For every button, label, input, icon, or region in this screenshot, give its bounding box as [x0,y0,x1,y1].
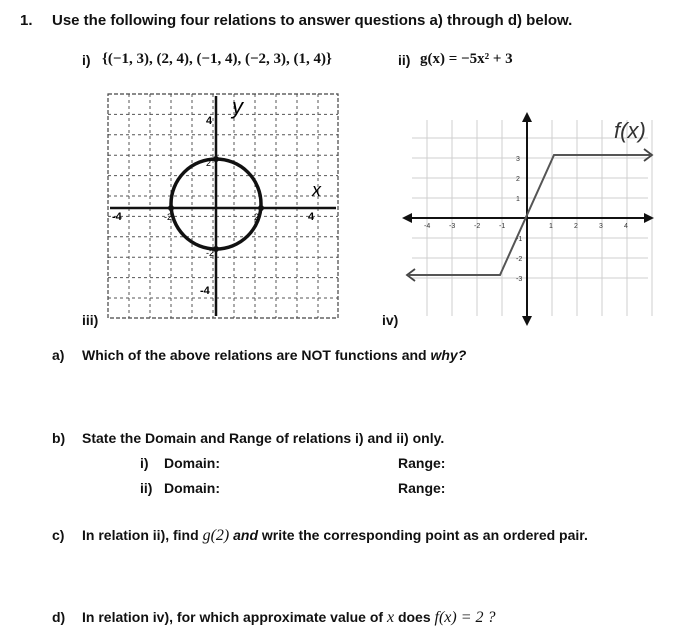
tick-neg2x: -2 [164,212,173,222]
tick-2x: 2 [254,212,260,222]
part-d-label: d) [52,609,66,625]
x-tick-label: -3 [449,223,456,230]
x-tick-label: 1 [549,223,553,230]
question-number: 1. [20,12,33,29]
part-b-label: b) [52,430,66,446]
x-tick-label: 2 [574,223,578,230]
tick-left: -4 [112,211,122,223]
relation-ii-function: g(x) = −5x² + 3 [420,51,513,67]
x-tick-label: -4 [424,223,431,230]
tick-bottom: -4 [200,285,210,297]
y-tick-label: -3 [516,276,523,283]
part-d-question: In relation iv), for which approximate value of x does f(x) = 2 ? [82,609,496,626]
x-tick-label: -2 [474,223,481,230]
x-tick-label: 4 [624,223,628,230]
part-b-ii-label: ii) [140,480,153,496]
part-c-label: c) [52,527,65,543]
y-tick-label: 1 [516,196,520,203]
part-a-label: a) [52,347,65,363]
graph-iii-circle [104,90,342,322]
y-tick-label: -2 [516,256,523,263]
part-b-i-domain: Domain: [164,455,220,471]
y-tick-label: 3 [516,156,520,163]
part-b-question: State the Domain and Range of relations i) and ii) only. [82,430,445,446]
function-curve [409,155,650,275]
relation-i-label: i) [82,52,91,68]
part-a-question: Which of the above relations are NOT functions and why? [82,347,467,363]
tick-neg2y: -2 [206,248,215,258]
y-tick-label: -1 [516,236,523,243]
question-intro: Use the following four relations to answer questions a) through d) below. [52,12,573,29]
part-b-i-range: Range: [398,455,446,471]
part-b-ii-domain: Domain: [164,480,220,496]
relation-iv-label: iv) [382,312,399,328]
part-c-question: In relation ii), find g(2) and write the corresponding point as an ordered pair. [82,527,588,544]
relation-i-set: {(−1, 3), (2, 4), (−1, 4), (−2, 3), (1, 4)} [102,51,332,67]
tick-top: 4 [206,115,213,127]
part-b-ii-range: Range: [398,480,446,496]
tick-2y: 2 [206,158,212,168]
y-tick-label: 2 [516,176,520,183]
graph-iv-piecewise [392,100,672,332]
function-label: f(x) [614,118,646,143]
x-axis-label: x [312,180,321,200]
x-tick-label: 3 [599,223,603,230]
tick-right: 4 [308,211,315,223]
y-axis-label: y [232,94,243,119]
relation-ii-label: ii) [398,52,411,68]
x-tick-label: -1 [499,223,506,230]
relation-iii-label: iii) [82,312,99,328]
part-b-i-label: i) [140,455,149,471]
